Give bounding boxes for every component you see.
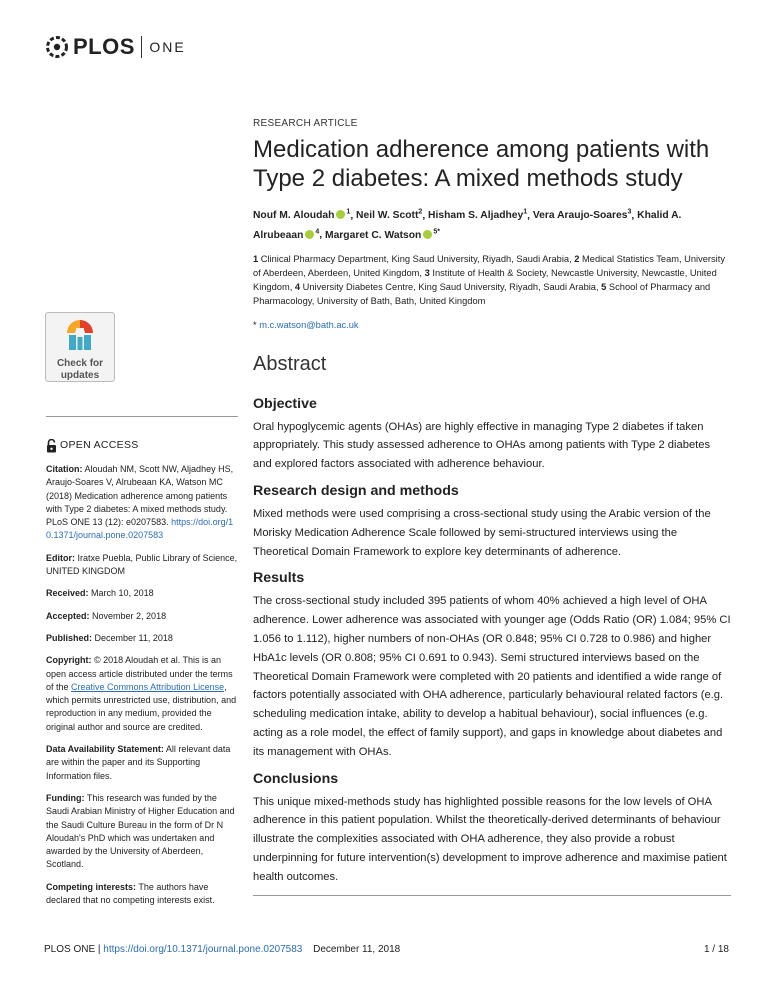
affiliation-item <box>253 254 572 264</box>
abstract-section-heading: Conclusions <box>253 770 339 787</box>
plos-logo-icon <box>44 34 70 60</box>
published-block <box>46 632 238 645</box>
copyright-text: © 2018 Aloudah et al. This is an open access article distributed under the terms of the <box>46 655 233 692</box>
abstract-heading: Abstract <box>253 352 327 375</box>
affiliation-number: 3 <box>424 268 430 279</box>
received-block <box>46 587 238 600</box>
abstract-section-heading: Research design and methods <box>253 483 459 500</box>
author-affiliation-marker: 3 <box>627 209 632 216</box>
author-name: Margaret C. Watson <box>325 229 422 241</box>
abstract-section-heading: Results <box>253 570 305 587</box>
open-access-label <box>46 439 238 453</box>
article-info-sidebar <box>46 416 238 916</box>
author-affiliation-marker: 1 <box>346 209 351 216</box>
funding-block <box>46 792 238 872</box>
citation-block <box>46 463 238 543</box>
author-affiliation-marker: 1 <box>523 209 528 216</box>
footer-doi-link[interactable]: https://doi.org/10.1371/journal.pone.0207583 <box>103 944 303 955</box>
open-access-text: OPEN ACCESS <box>60 439 139 452</box>
footer-date: December 11, 2018 <box>313 944 401 955</box>
affiliation-text: Institute of Health & Society, Newcastle University, Newcastle, United Kingdom, <box>253 268 717 293</box>
affiliation-number: 1 <box>253 253 259 264</box>
abstract-section-text: Oral hypoglycemic agents (OHAs) are highly effective in managing Type 2 diabetes if taken appropriately. This study assessed adherence to OHAs among patients with Type 2 diabetes and explored factors associated with adherence behaviour. <box>253 420 711 471</box>
orcid-icon[interactable] <box>305 230 314 239</box>
author-list: Nouf M. Aloudah $^1$, Neil W. Scott$^2$, Hisham S. Aljadhey$^1$, Vera Araujo-Soares$^3$, Khalid A. Alrubeaan $^4$, Margaret C. Watson $^{5*}$ <box>253 209 682 241</box>
author-name: Khalid A. Alrubeaan <box>253 210 682 241</box>
citation-label: Citation: <box>46 464 83 474</box>
accepted-block <box>46 610 238 623</box>
author[interactable] <box>428 210 527 221</box>
data-availability-block <box>46 743 238 783</box>
corresponding-author <box>253 320 731 330</box>
affiliation-number: 4 <box>294 282 301 293</box>
citation-text: Aloudah NM, Scott NW, Aljadhey HS, Araujo-Soares V, Alrubeaan KA, Watson MC (2018) Medication adherence among patients with Type 2 diabetes: A mixed methods study. PLoS ONE 13 (12): e0207583. <box>46 464 234 528</box>
editor-label: Editor: <box>46 552 75 563</box>
logo-plos-text: PLOS <box>73 34 135 59</box>
funding-text: This research was funded by the Saudi Arabian Ministry of Higher Education and the Saudi Culture Bureau in the form of Dr N Aloudah's PhD which was undertaken and awarded by the University of Aberdeen, Scotland. <box>46 792 235 870</box>
author[interactable] <box>325 230 440 241</box>
author[interactable] <box>533 210 632 221</box>
abstract-section-heading: Objective <box>253 395 317 412</box>
author[interactable] <box>356 210 422 221</box>
competing-interests-block <box>46 881 238 908</box>
editor-text: Iratxe Puebla, Public Library of Science, UNITED KINGDOM <box>46 552 238 577</box>
orcid-icon[interactable] <box>336 210 345 219</box>
affiliation-number: 5 <box>601 282 607 293</box>
author-affiliation-marker: 4 <box>315 228 320 236</box>
logo-divider <box>141 36 143 58</box>
abstract-bottom-divider <box>253 895 731 896</box>
received-label: Received: <box>46 588 89 599</box>
author-name: Vera Araujo-Soares <box>532 210 628 222</box>
author-name: Neil W. Scott <box>356 210 419 222</box>
data-availability-label: Data Availability Statement: <box>46 744 164 755</box>
published-date: December 11, 2018 <box>94 632 173 643</box>
affiliation-item <box>295 282 599 292</box>
abstract-section-text: This unique mixed-methods study has highlighted possible reasons for the low levels of OHA adherence in this patient population. Whilst the theoretically-derived determinants of behaviour illustrate the complexities associated with OHA adherence, they also provide a robust underpinning for future intervention(s) development to improve adherence and maximise patient health outcomes. <box>253 795 727 883</box>
author-affiliation-marker: 2 <box>418 209 423 216</box>
affiliation-text: Clinical Pharmacy Department, King Saud University, Riyadh, Saudi Arabia, <box>260 253 572 264</box>
article-main <box>253 118 731 896</box>
funding-label: Funding: <box>46 792 85 803</box>
competing-interests-text: The authors have declared that no competing interests exist. <box>46 881 215 906</box>
author-name: Hisham S. Aljadhey <box>428 210 524 222</box>
open-access-lock-icon <box>46 439 57 453</box>
check-for-updates-badge[interactable] <box>45 312 115 382</box>
abstract-section-text: Mixed methods were used comprising a cross-sectional study using the Arabic version of the Morisky Medication Adherence Scale followed by semi-structured interviews using the Theoretical Domain Framework to explore key determinants of adherence. <box>253 508 711 558</box>
logo-journal-text: ONE <box>149 39 186 55</box>
crossmark-icon <box>65 318 95 352</box>
corresponding-marker: * <box>253 319 257 330</box>
citation-doi-link[interactable]: https://doi.org/10.1371/journal.pone.0207583 <box>46 517 234 541</box>
editor-block <box>46 552 238 579</box>
sidebar-divider <box>46 416 238 417</box>
copyright-label: Copyright: <box>46 655 92 666</box>
page-footer <box>44 944 729 955</box>
affiliation-number: 2 <box>574 253 580 264</box>
article-type: RESEARCH ARTICLE <box>253 118 358 129</box>
author-name: Nouf M. Aloudah <box>253 210 335 222</box>
article-title: Medication adherence among patients with Type 2 diabetes: A mixed methods study <box>253 136 710 192</box>
license-link[interactable]: Creative Commons Attribution License <box>71 681 225 692</box>
accepted-date: November 2, 2018 <box>92 610 167 621</box>
competing-interests-label: Competing interests: <box>46 881 137 892</box>
data-availability-text: All relevant data are within the paper and its Supporting Information files. <box>46 744 231 781</box>
abstract-sections <box>253 396 731 887</box>
affiliation-text: Medical Statistics Team, University of Aberdeen, Aberdeen, United Kingdom, <box>253 253 725 279</box>
badge-text-line2: updates <box>60 370 100 381</box>
orcid-icon[interactable] <box>423 230 432 239</box>
abstract-section-text: The cross-sectional study included 395 patients of whom 40% achieved a high level of OHA adherence. Lower adherence was associated with younger age (Odds Ratio (OR) 1.084; 95% CI 1.056 to 1.112), higher numbers of non-OHAs (OR 0.848; 95% CI 0.728 to 0.986) and higher HbA1c levels (OR 0.808; 95% CI 0.691 to 0.943). Semi structured interviews based on the Theoretical Domain Framework were completed with 20 patients and identified a wide range of factors potentially associated with OHA adherence, particularly behavioural related factors (e.g. scheduling medication intake, ability to develop a habitual behaviour), social influences (e.g. acting as a role model, the effect of family support), and gaps in knowledge about diabetes and its management with OHAs. <box>253 595 731 758</box>
author-affiliation-marker: 5* <box>433 228 440 236</box>
plos-one-logo <box>44 34 186 60</box>
copyright-text-end: , which permits unrestricted use, distribution, and reproduction in any medium, provided the original author and source are credited. <box>46 681 237 732</box>
page-number: 1 / 18 <box>703 944 729 955</box>
affiliation-text: School of Pharmacy and Pharmacology, University of Bath, Bath, United Kingdom <box>253 282 711 307</box>
badge-text-line1: Check for <box>56 358 104 369</box>
affiliation-text: University Diabetes Centre, King Saud University, Riyadh, Saudi Arabia, <box>302 282 599 293</box>
published-label: Published: <box>46 632 93 643</box>
copyright-block <box>46 654 238 734</box>
footer-journal: PLOS ONE | <box>44 944 101 955</box>
received-date: March 10, 2018 <box>91 588 154 599</box>
author[interactable] <box>253 210 350 221</box>
affiliations <box>253 252 731 309</box>
corresponding-email-link[interactable]: m.c.watson@bath.ac.uk <box>259 319 359 330</box>
accepted-label: Accepted: <box>46 610 90 621</box>
